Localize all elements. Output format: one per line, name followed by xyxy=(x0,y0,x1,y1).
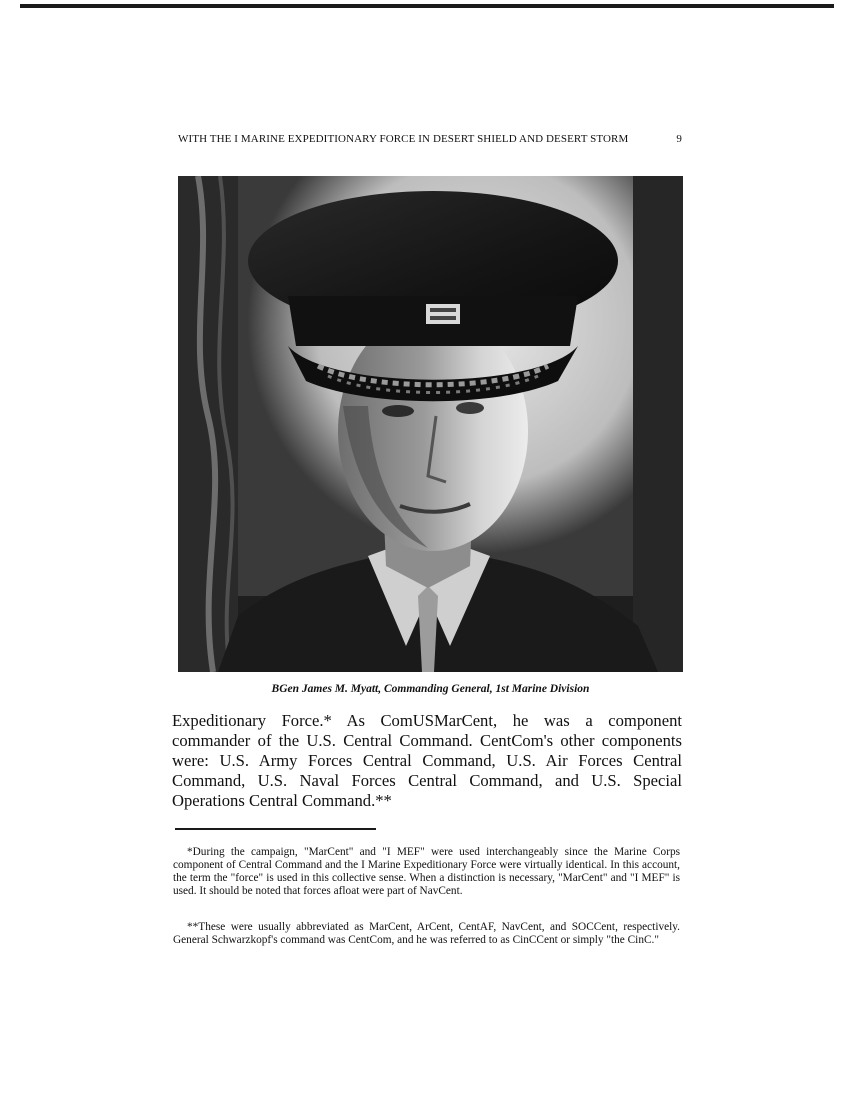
running-title: WITH THE I MARINE EXPEDITIONARY FORCE IN DESERT SHIELD AND DESERT STORM xyxy=(178,133,629,145)
body-paragraph-text: Expeditionary Force.* As ComUSMarCent, he was a component commander of the U.S. Central Command. CentCom's other components were: U.S. Army Forces Central Command, U.S. Air Forces Central Command, U.S. Naval Forces Central Command, and U.S. Special Operations Central Command.** xyxy=(172,711,682,810)
footnote-1 xyxy=(173,846,680,898)
running-header xyxy=(178,133,682,151)
page-number: 9 xyxy=(676,133,682,145)
footnote-1-text: *During the campaign, "MarCent" and "I MEF" were used interchangeably since the Marine Corps component of Central Command and the I Marine Expeditionary Force were virtually identical. In this account, the term the "force" is used in this collective sense. When a distinction is necessary, "MarCent" and "I MEF" is used. It should be noted that forces afloat were part of NavCent. xyxy=(173,846,680,897)
top-rule xyxy=(20,4,834,8)
footnote-2 xyxy=(173,921,680,947)
footnote-2-text: **These were usually abbreviated as MarCent, ArCent, CentAF, NavCent, and SOCCent, respectively. General Schwarzkopf's command was CentCom, and he was referred to as CinCCent or simply "the CinC." xyxy=(173,921,680,946)
portrait-photo xyxy=(178,176,683,672)
body-paragraph xyxy=(172,711,682,811)
figure-caption: BGen James M. Myatt, Commanding General, 1st Marine Division xyxy=(271,683,590,695)
footnote-rule xyxy=(175,828,376,830)
